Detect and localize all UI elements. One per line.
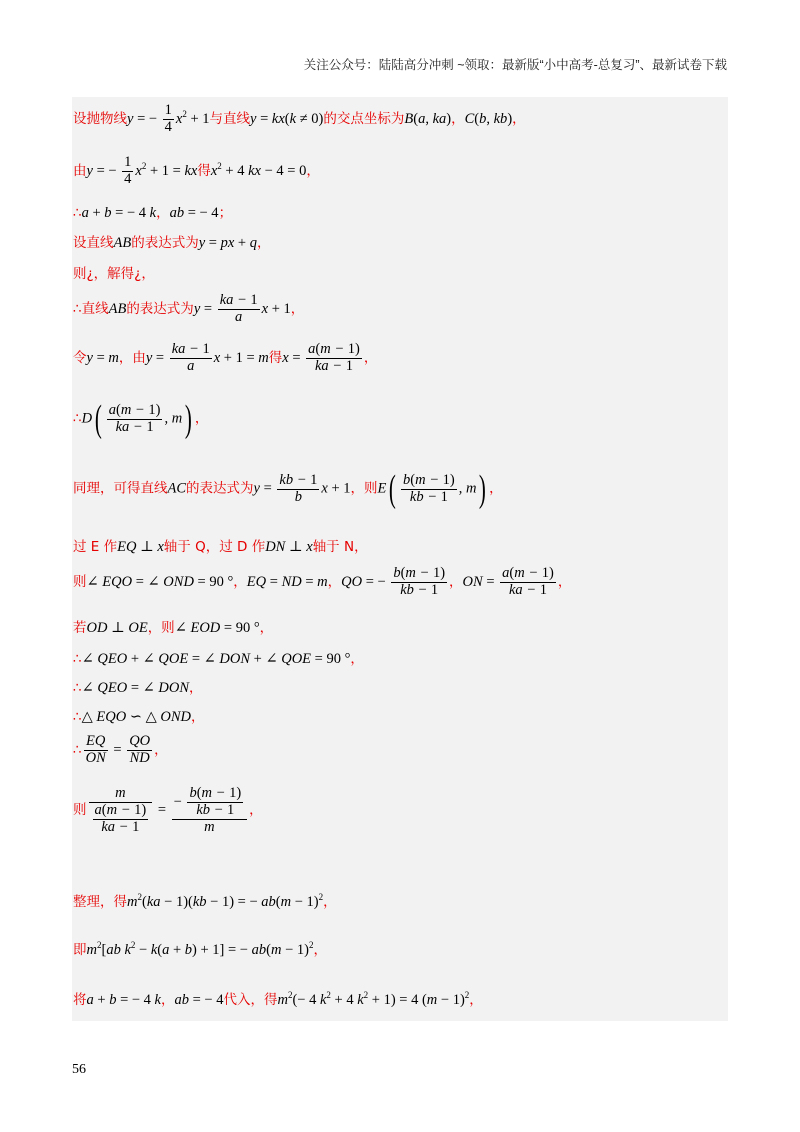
page-header: 关注公众号：陆陆高分冲刺 ~领取：最新版“小中高考-总复习”、最新试卷下载 bbox=[303, 58, 727, 72]
line-5 bbox=[73, 262, 155, 283]
line-1: 设抛物线y = − $\frac{1}{4}$ $x^2 + 1$与直线y = kx(k ≠ 0)的交点坐标为B(a, ka)，C(b, kb)， bbox=[73, 102, 526, 135]
line-10: 过 E 作EQ ⊥ x轴于 Q，过 D 作DN ⊥ x轴于 N， bbox=[73, 539, 368, 555]
text-l7a: 令 bbox=[73, 349, 87, 366]
fraction: $\frac{a(m - 1)}{ka - 1}$ bbox=[308, 341, 360, 374]
line-6: ∴直线AB的表达式为y = $\frac{ka - 1}{a}$ x + 1， bbox=[73, 292, 305, 325]
line-16: ∴ $\frac{EQ}{ON}$ = $\frac{QO}{ND}$ ， bbox=[73, 733, 168, 766]
fraction: $\frac{kb - 1}{b}$ bbox=[279, 471, 318, 505]
fraction: $\frac{a(m - 1)}{ka - 1}$ bbox=[502, 565, 554, 598]
text-l9a: 同理，可得直线 bbox=[73, 480, 168, 497]
line-15: ∴△ EQO ∽ △ OND， bbox=[73, 709, 205, 725]
line-4: 设直线AB的表达式为y = px + q， bbox=[73, 235, 271, 251]
line-9: 同理，可得直线AC的表达式为y = $\frac{kb - 1}{b}$ x + 1，则E( $\frac{b(m - 1)}{kb - 1}$ , m) ， bbox=[73, 468, 503, 510]
line-7: 令y = m，由y = $\frac{ka - 1}{a}$ x + 1 = m得x = $\frac{a(m - 1)}{ka - 1}$ ， bbox=[73, 341, 378, 374]
fraction: $\frac{1}{4}$ bbox=[164, 102, 172, 135]
fraction: $\frac{1}{4}$ bbox=[124, 154, 132, 187]
text-l10b: 轴于 Q，过 D 作 bbox=[163, 539, 266, 555]
text-l19: 即 bbox=[73, 942, 87, 958]
text-l20a: 将 bbox=[73, 992, 87, 1008]
text-l4b: 的表达式为 bbox=[131, 235, 199, 251]
text-l4a: 设直线 bbox=[73, 235, 114, 251]
text-l6b: 的表达式为 bbox=[126, 300, 194, 317]
text-l2a: 由 bbox=[73, 162, 87, 179]
fraction: $\frac{b(m - 1)}{kb - 1}$ bbox=[393, 565, 446, 598]
line-11: 则∠ EQO = ∠ OND = 90 °，EQ = ND = m，QO = − $\frac{b(m - 1)}{kb - 1}$ ，ON = $\frac{a(m - 1)}{ka - 1}$ ， bbox=[73, 565, 572, 598]
text-l18: 整理，得 bbox=[73, 894, 127, 910]
fraction: $\frac{QO}{ND}$ bbox=[129, 733, 151, 766]
text-l6a: ∴直线 bbox=[73, 300, 109, 317]
fraction: $\frac{m}{\frac{a(m - 1)}{ka - 1}}$ bbox=[89, 786, 153, 836]
line-17: 则 $\frac{m}{\frac{a(m - 1)}{ka - 1}}$ = − $\frac{b(m - 1)}{kb - 1}$ m ， bbox=[73, 785, 263, 835]
line-19: 即$m^2[ab$ $k^2 - k(a + b) + 1$] = − $ab(m - 1)^2$， bbox=[73, 940, 327, 958]
text-l1c: 的交点坐标为 bbox=[323, 110, 405, 127]
text-l12: 若 bbox=[73, 620, 87, 636]
fraction: $\frac{b(m - 1)}{kb - 1}$ bbox=[403, 471, 455, 505]
text-l7b: ，由 bbox=[118, 349, 146, 366]
fraction: $\frac{EQ}{ON}$ bbox=[85, 733, 106, 766]
fraction: − $\frac{b(m - 1)}{kb - 1}$ m bbox=[172, 786, 248, 836]
text-l20b: 代入，得 bbox=[223, 992, 278, 1008]
line-13: ∴∠ QEO + ∠ QOE = ∠ DON + ∠ QOE = 90 °， bbox=[73, 651, 364, 667]
text-l1a: 设抛物线 bbox=[73, 110, 127, 127]
fraction: $\frac{ka - 1}{a}$ bbox=[171, 341, 210, 374]
text-l17: 则 bbox=[73, 802, 87, 819]
fraction: $\frac{ka - 1}{a}$ bbox=[219, 292, 258, 325]
text-l10: 过 E 作 bbox=[73, 539, 118, 555]
text-l10c: 轴于 N， bbox=[312, 539, 368, 555]
line-18: 整理，得$m^2(ka - 1)(kb - 1)$ = − $ab(m - 1)^2$， bbox=[73, 892, 337, 910]
text-l7c: 得 bbox=[268, 349, 283, 366]
line-12: 若OD ⊥ OE，则∠ EOD = 90 °， bbox=[73, 620, 274, 636]
line-20: 将a + b = − 4 k，ab = − 4代入，得$m^2(- 4$ $k^2 + 4$ $k^2 + 1) = 4$ $(m - 1)^2$， bbox=[73, 990, 483, 1008]
text-l9c: ，则 bbox=[350, 480, 378, 497]
line-14: ∴∠ QEO = ∠ DON， bbox=[73, 680, 203, 696]
text-l1b: 与直线 bbox=[209, 110, 251, 127]
text-l12b: ，则 bbox=[147, 620, 175, 636]
line-2: 由y = − $\frac{1}{4}$ $x^2 + 1$ = kx得$x^2 + 4$ kx − 4 = 0， bbox=[73, 154, 320, 187]
page-number: 56 bbox=[72, 1062, 86, 1077]
text-l2b: 得 bbox=[197, 162, 211, 179]
text-l9b: 的表达式为 bbox=[186, 480, 254, 497]
fraction: $\frac{a(m - 1)}{ka - 1}$ bbox=[108, 401, 161, 435]
line-8: ∴D( $\frac{a(m - 1)}{ka - 1}$ , m) ， bbox=[73, 398, 209, 440]
text-l11: 则 bbox=[73, 573, 87, 590]
text-l5: 则¿，解得¿， bbox=[73, 266, 155, 282]
line-3: ∴a + b = − 4 k，ab = − 4； bbox=[73, 205, 233, 221]
